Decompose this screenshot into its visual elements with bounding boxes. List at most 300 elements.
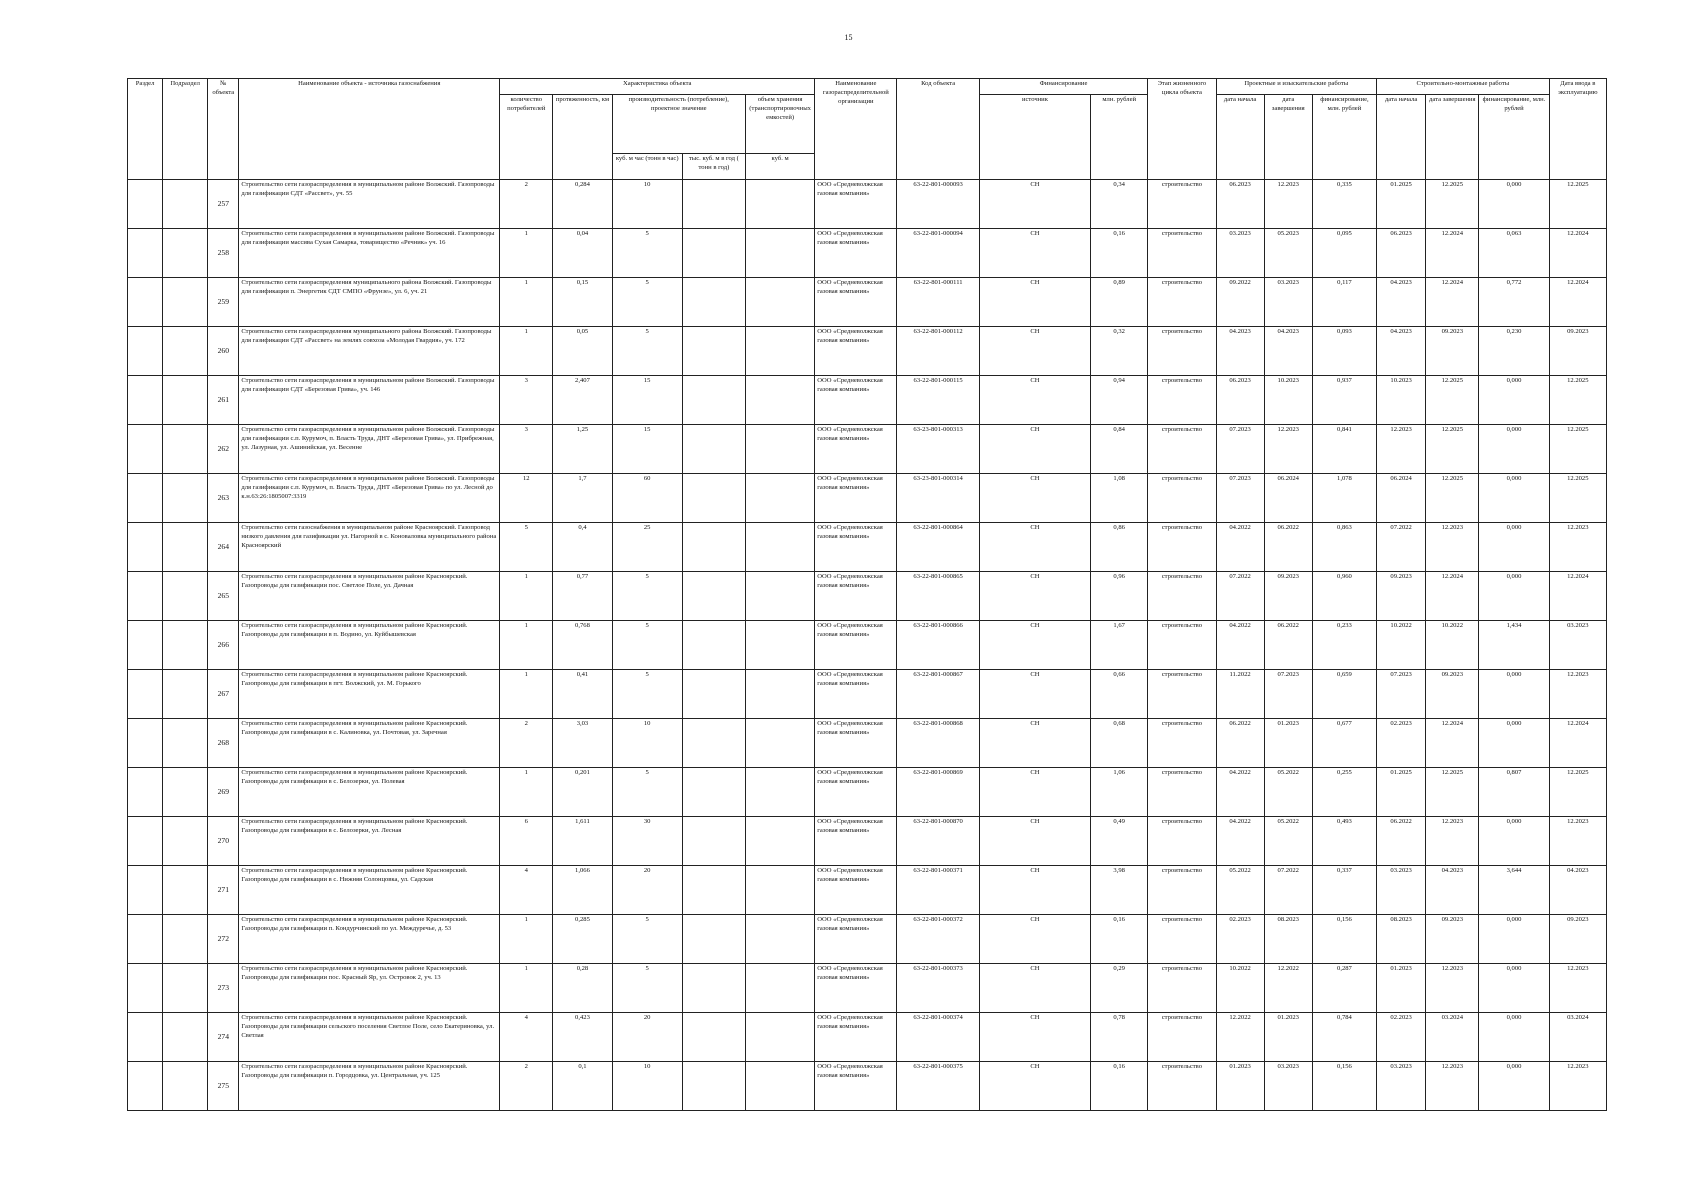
cell-design-fin: 0,337	[1312, 866, 1376, 915]
table-body	[128, 180, 1607, 1111]
table-row	[128, 719, 1607, 768]
cell-cap-year	[682, 915, 745, 964]
cell-fin-source: СН	[979, 670, 1090, 719]
cell-cap-year	[682, 474, 745, 523]
cell-num: 260	[208, 327, 239, 376]
cell-consumers: 1	[500, 768, 553, 817]
cell-constr-fin: 0,000	[1479, 474, 1549, 523]
cell-cap-year	[682, 670, 745, 719]
cell-design-start: 02.2023	[1216, 915, 1264, 964]
cell-cap-hour: 5	[612, 768, 682, 817]
cell-constr-start: 01.2025	[1377, 180, 1426, 229]
cell-design-fin: 0,156	[1312, 1062, 1376, 1111]
cell-design-start: 04.2023	[1216, 327, 1264, 376]
cell-code: 63-22-801-000373	[897, 964, 979, 1013]
cell-constr-end: 12.2023	[1426, 817, 1479, 866]
header-constr-end: дата завершения	[1426, 95, 1479, 180]
cell-storage	[746, 964, 815, 1013]
cell-cap-hour: 20	[612, 1013, 682, 1062]
cell-fin-source: СН	[979, 229, 1090, 278]
cell-cap-hour: 60	[612, 474, 682, 523]
cell-cap-hour: 10	[612, 180, 682, 229]
cell-stage: строительство	[1148, 1062, 1216, 1111]
table-row	[128, 670, 1607, 719]
cell-org: ООО «Средневолжская газовая компания»	[815, 964, 897, 1013]
cell-commission: 12.2025	[1549, 425, 1606, 474]
cell-fin-source: СН	[979, 278, 1090, 327]
cell-constr-fin: 0,000	[1479, 719, 1549, 768]
cell-razdel	[128, 719, 163, 768]
cell-code: 63-22-801-000869	[897, 768, 979, 817]
cell-podrazdel	[163, 670, 208, 719]
cell-consumers: 3	[500, 376, 553, 425]
cell-org: ООО «Средневолжская газовая компания»	[815, 621, 897, 670]
cell-storage	[746, 915, 815, 964]
cell-length: 1,7	[553, 474, 612, 523]
cell-num: 269	[208, 768, 239, 817]
cell-constr-end: 12.2024	[1426, 719, 1479, 768]
cell-org: ООО «Средневолжская газовая компания»	[815, 523, 897, 572]
cell-storage	[746, 180, 815, 229]
cell-razdel	[128, 817, 163, 866]
cell-commission: 04.2023	[1549, 866, 1606, 915]
cell-constr-fin: 0,000	[1479, 1062, 1549, 1111]
cell-name: Строительство сети газораспределения в муниципальном районе Красноярский. Газопроводы для газификации в п. Водино, ул. Куйбышевская	[239, 621, 500, 670]
cell-fin-amount: 0,94	[1091, 376, 1148, 425]
cell-constr-start: 09.2023	[1377, 572, 1426, 621]
cell-design-end: 08.2023	[1264, 915, 1312, 964]
cell-design-start: 09.2022	[1216, 278, 1264, 327]
cell-design-start: 12.2022	[1216, 1013, 1264, 1062]
cell-storage	[746, 572, 815, 621]
cell-constr-start: 02.2023	[1377, 719, 1426, 768]
cell-podrazdel	[163, 817, 208, 866]
cell-constr-end: 12.2025	[1426, 425, 1479, 474]
cell-storage	[746, 376, 815, 425]
cell-fin-source: СН	[979, 621, 1090, 670]
header-name: Наименование объекта - источника газоснабжения	[239, 79, 500, 180]
cell-constr-fin: 3,644	[1479, 866, 1549, 915]
cell-design-end: 01.2023	[1264, 719, 1312, 768]
cell-storage	[746, 768, 815, 817]
cell-design-fin: 0,960	[1312, 572, 1376, 621]
table-row	[128, 768, 1607, 817]
cell-cap-year	[682, 964, 745, 1013]
cell-design-fin: 1,078	[1312, 474, 1376, 523]
header-fin-source: источник	[979, 95, 1090, 180]
cell-stage: строительство	[1148, 1013, 1216, 1062]
cell-razdel	[128, 915, 163, 964]
cell-razdel	[128, 376, 163, 425]
cell-cap-year	[682, 817, 745, 866]
cell-design-fin: 0,863	[1312, 523, 1376, 572]
header-design: Проектные и изыскательские работы	[1216, 79, 1377, 95]
cell-podrazdel	[163, 572, 208, 621]
cell-commission: 12.2025	[1549, 180, 1606, 229]
cell-design-start: 06.2023	[1216, 180, 1264, 229]
cell-constr-start: 06.2023	[1377, 229, 1426, 278]
cell-commission: 12.2024	[1549, 719, 1606, 768]
cell-name: Строительство сети газораспределения в муниципальном районе Волжский. Газопроводы для газификации с.п. Курумоч, п. Власть Труда, ДНТ «Березовая Грива», ул. Прибрежная, ул. Лазурная, ул. Ашинийская, ул. Весенне	[239, 425, 500, 474]
cell-constr-start: 06.2022	[1377, 817, 1426, 866]
cell-fin-amount: 0,66	[1091, 670, 1148, 719]
cell-name: Строительство сети газораспределения в муниципальном районе Красноярский. Газопроводы для газификации пос. Красный Яр, ул. Островок 2, уч. 13	[239, 964, 500, 1013]
cell-num: 258	[208, 229, 239, 278]
cell-org: ООО «Средневолжская газовая компания»	[815, 474, 897, 523]
cell-razdel	[128, 425, 163, 474]
cell-constr-start: 07.2023	[1377, 670, 1426, 719]
cell-code: 63-22-801-000868	[897, 719, 979, 768]
cell-consumers: 1	[500, 964, 553, 1013]
cell-consumers: 1	[500, 915, 553, 964]
cell-org: ООО «Средневолжская газовая компания»	[815, 278, 897, 327]
cell-cap-hour: 5	[612, 278, 682, 327]
cell-consumers: 4	[500, 866, 553, 915]
cell-consumers: 1	[500, 278, 553, 327]
cell-consumers: 2	[500, 180, 553, 229]
cell-storage	[746, 1062, 815, 1111]
cell-constr-fin: 0,000	[1479, 425, 1549, 474]
cell-fin-source: СН	[979, 1062, 1090, 1111]
cell-org: ООО «Средневолжская газовая компания»	[815, 327, 897, 376]
cell-fin-amount: 3,98	[1091, 866, 1148, 915]
cell-name: Строительство сети газораспределения в муниципальном районе Волжский. Газопроводы для газификации с.п. Курумоч, п. Власть Труда, ДНТ «Березовая Грива» по ул. Лесной до к.н.63:26:1805007:3319	[239, 474, 500, 523]
cell-podrazdel	[163, 474, 208, 523]
cell-code: 63-22-801-000111	[897, 278, 979, 327]
cell-code: 63-23-801-000314	[897, 474, 979, 523]
cell-stage: строительство	[1148, 621, 1216, 670]
cell-num: 263	[208, 474, 239, 523]
cell-num: 268	[208, 719, 239, 768]
header-razdel: Раздел	[128, 79, 163, 180]
cell-length: 0,41	[553, 670, 612, 719]
cell-num: 266	[208, 621, 239, 670]
header-consumers: количество потребителей	[500, 95, 553, 180]
cell-constr-end: 12.2023	[1426, 523, 1479, 572]
cell-podrazdel	[163, 866, 208, 915]
cell-cap-hour: 5	[612, 229, 682, 278]
cell-stage: строительство	[1148, 327, 1216, 376]
header-capacity: производительность (потребление), проектное значение	[612, 95, 745, 154]
cell-fin-source: СН	[979, 474, 1090, 523]
header-org: Наименование газораспределительной организации	[815, 79, 897, 180]
cell-fin-source: СН	[979, 817, 1090, 866]
cell-code: 63-22-801-000115	[897, 376, 979, 425]
cell-cap-hour: 10	[612, 1062, 682, 1111]
cell-constr-end: 10.2022	[1426, 621, 1479, 670]
cell-razdel	[128, 229, 163, 278]
cell-org: ООО «Средневолжская газовая компания»	[815, 572, 897, 621]
cell-commission: 12.2024	[1549, 229, 1606, 278]
cell-fin-source: СН	[979, 180, 1090, 229]
header-characteristics: Характеристика объекта	[500, 79, 815, 95]
cell-consumers: 4	[500, 1013, 553, 1062]
cell-razdel	[128, 866, 163, 915]
cell-storage	[746, 621, 815, 670]
cell-name: Строительство сети газораспределения в муниципальном районе Волжский. Газопроводы для газификации массива Сухая Самарка, товарищество «Речник» уч. 16	[239, 229, 500, 278]
cell-stage: строительство	[1148, 229, 1216, 278]
cell-podrazdel	[163, 915, 208, 964]
header-design-end: дата завершения	[1264, 95, 1312, 180]
cell-constr-start: 01.2023	[1377, 964, 1426, 1013]
cell-design-end: 12.2023	[1264, 180, 1312, 229]
cell-stage: строительство	[1148, 572, 1216, 621]
cell-stage: строительство	[1148, 180, 1216, 229]
table-header	[128, 79, 1607, 180]
cell-podrazdel	[163, 180, 208, 229]
cell-org: ООО «Средневолжская газовая компания»	[815, 1013, 897, 1062]
cell-constr-fin: 0,000	[1479, 523, 1549, 572]
cell-design-start: 10.2022	[1216, 964, 1264, 1013]
cell-design-fin: 0,677	[1312, 719, 1376, 768]
cell-design-end: 03.2023	[1264, 1062, 1312, 1111]
cell-name: Строительство сети газораспределения в муниципальном районе Красноярский. Газопроводы для газификации в с. Калиновка, ул. Почтовая, ул. Заречная	[239, 719, 500, 768]
header-storage-unit: куб. м	[746, 154, 815, 180]
cell-code: 63-22-801-000866	[897, 621, 979, 670]
cell-cap-year	[682, 866, 745, 915]
header-cap-year: тыс. куб. м в год ( тонн в год)	[682, 154, 745, 180]
cell-consumers: 3	[500, 425, 553, 474]
cell-constr-fin: 0,000	[1479, 964, 1549, 1013]
cell-podrazdel	[163, 719, 208, 768]
cell-constr-fin: 0,000	[1479, 1013, 1549, 1062]
header-podrazdel: Подраздел	[163, 79, 208, 180]
cell-cap-year	[682, 425, 745, 474]
cell-fin-amount: 0,78	[1091, 1013, 1148, 1062]
cell-fin-amount: 0,16	[1091, 229, 1148, 278]
cell-commission: 12.2023	[1549, 670, 1606, 719]
cell-code: 63-22-801-000864	[897, 523, 979, 572]
cell-storage	[746, 866, 815, 915]
cell-cap-year	[682, 327, 745, 376]
cell-cap-hour: 5	[612, 915, 682, 964]
cell-length: 0,28	[553, 964, 612, 1013]
cell-cap-hour: 15	[612, 425, 682, 474]
cell-code: 63-22-801-000093	[897, 180, 979, 229]
cell-length: 0,05	[553, 327, 612, 376]
cell-org: ООО «Средневолжская газовая компания»	[815, 866, 897, 915]
cell-fin-source: СН	[979, 964, 1090, 1013]
cell-code: 63-23-801-000313	[897, 425, 979, 474]
cell-commission: 09.2023	[1549, 327, 1606, 376]
cell-constr-start: 07.2022	[1377, 523, 1426, 572]
cell-design-start: 03.2023	[1216, 229, 1264, 278]
cell-razdel	[128, 278, 163, 327]
cell-length: 0,15	[553, 278, 612, 327]
cell-fin-amount: 1,08	[1091, 474, 1148, 523]
cell-constr-start: 03.2023	[1377, 866, 1426, 915]
cell-cap-year	[682, 768, 745, 817]
cell-podrazdel	[163, 1013, 208, 1062]
cell-design-start: 04.2022	[1216, 621, 1264, 670]
cell-constr-end: 12.2024	[1426, 572, 1479, 621]
cell-razdel	[128, 768, 163, 817]
cell-constr-start: 10.2023	[1377, 376, 1426, 425]
cell-razdel	[128, 670, 163, 719]
cell-constr-end: 12.2025	[1426, 180, 1479, 229]
cell-constr-end: 12.2024	[1426, 229, 1479, 278]
cell-cap-hour: 5	[612, 572, 682, 621]
cell-podrazdel	[163, 376, 208, 425]
cell-design-fin: 0,937	[1312, 376, 1376, 425]
cell-design-fin: 0,784	[1312, 1013, 1376, 1062]
cell-num: 267	[208, 670, 239, 719]
cell-podrazdel	[163, 964, 208, 1013]
cell-org: ООО «Средневолжская газовая компания»	[815, 229, 897, 278]
cell-commission: 12.2024	[1549, 572, 1606, 621]
cell-org: ООО «Средневолжская газовая компания»	[815, 670, 897, 719]
cell-constr-start: 08.2023	[1377, 915, 1426, 964]
cell-consumers: 1	[500, 572, 553, 621]
cell-design-end: 10.2023	[1264, 376, 1312, 425]
cell-constr-end: 09.2023	[1426, 327, 1479, 376]
cell-commission: 12.2023	[1549, 817, 1606, 866]
cell-name: Строительство сети газораспределения в муниципальном районе Волжский. Газопроводы для газификации СДТ «Рассвет», уч. 55	[239, 180, 500, 229]
cell-num: 272	[208, 915, 239, 964]
cell-cap-year	[682, 278, 745, 327]
cell-num: 274	[208, 1013, 239, 1062]
header-stage: Этап жизненного цикла объекта	[1148, 79, 1216, 180]
cell-storage	[746, 670, 815, 719]
cell-storage	[746, 425, 815, 474]
cell-stage: строительство	[1148, 915, 1216, 964]
cell-razdel	[128, 474, 163, 523]
cell-name: Строительство сети газораспределения в муниципальном районе Волжский. Газопроводы для газификации СДТ «Березовая Грива», уч. 146	[239, 376, 500, 425]
cell-design-start: 07.2022	[1216, 572, 1264, 621]
cell-design-fin: 0,335	[1312, 180, 1376, 229]
cell-length: 0,4	[553, 523, 612, 572]
cell-fin-amount: 0,29	[1091, 964, 1148, 1013]
cell-design-start: 05.2022	[1216, 866, 1264, 915]
cell-code: 63-22-801-000112	[897, 327, 979, 376]
cell-design-end: 05.2022	[1264, 768, 1312, 817]
cell-constr-start: 03.2023	[1377, 1062, 1426, 1111]
header-commission: Дата ввода в эксплуатацию	[1549, 79, 1606, 180]
cell-constr-end: 12.2024	[1426, 278, 1479, 327]
cell-razdel	[128, 180, 163, 229]
cell-org: ООО «Средневолжская газовая компания»	[815, 376, 897, 425]
cell-cap-hour: 25	[612, 523, 682, 572]
table-row	[128, 278, 1607, 327]
cell-length: 0,768	[553, 621, 612, 670]
header-length: протяженность, км	[553, 95, 612, 180]
cell-fin-source: СН	[979, 376, 1090, 425]
table-row	[128, 866, 1607, 915]
cell-design-fin: 0,287	[1312, 964, 1376, 1013]
cell-constr-fin: 0,807	[1479, 768, 1549, 817]
cell-design-end: 05.2022	[1264, 817, 1312, 866]
cell-org: ООО «Средневолжская газовая компания»	[815, 425, 897, 474]
cell-org: ООО «Средневолжская газовая компания»	[815, 817, 897, 866]
cell-name: Строительство сети газораспределения в муниципальном районе Красноярский. Газопроводы для газификации в пгт. Волжский, ул. М. Горького	[239, 670, 500, 719]
cell-cap-year	[682, 229, 745, 278]
cell-constr-fin: 0,000	[1479, 180, 1549, 229]
header-constr-fin: финансирование, млн. рублей	[1479, 95, 1549, 180]
cell-length: 0,04	[553, 229, 612, 278]
cell-design-start: 07.2023	[1216, 425, 1264, 474]
cell-cap-hour: 5	[612, 327, 682, 376]
table-row	[128, 474, 1607, 523]
cell-fin-source: СН	[979, 719, 1090, 768]
cell-stage: строительство	[1148, 866, 1216, 915]
cell-cap-year	[682, 180, 745, 229]
header-constr: Строительно-монтажные работы	[1377, 79, 1550, 95]
cell-design-end: 07.2023	[1264, 670, 1312, 719]
page-number: 15	[844, 33, 853, 42]
cell-commission: 03.2023	[1549, 621, 1606, 670]
cell-constr-start: 02.2023	[1377, 1013, 1426, 1062]
cell-cap-year	[682, 1062, 745, 1111]
cell-constr-end: 12.2025	[1426, 768, 1479, 817]
cell-design-fin: 0,493	[1312, 817, 1376, 866]
table-row	[128, 327, 1607, 376]
cell-constr-start: 01.2025	[1377, 768, 1426, 817]
cell-design-start: 06.2023	[1216, 376, 1264, 425]
cell-podrazdel	[163, 278, 208, 327]
cell-design-end: 05.2023	[1264, 229, 1312, 278]
cell-design-start: 01.2023	[1216, 1062, 1264, 1111]
cell-design-fin: 0,255	[1312, 768, 1376, 817]
cell-org: ООО «Средневолжская газовая компания»	[815, 768, 897, 817]
table-row	[128, 425, 1607, 474]
gas-objects-table	[127, 78, 1607, 1111]
cell-constr-end: 12.2023	[1426, 964, 1479, 1013]
cell-cap-year	[682, 376, 745, 425]
cell-razdel	[128, 1062, 163, 1111]
cell-design-fin: 0,233	[1312, 621, 1376, 670]
cell-commission: 03.2024	[1549, 1013, 1606, 1062]
table-row	[128, 964, 1607, 1013]
cell-constr-end: 03.2024	[1426, 1013, 1479, 1062]
cell-razdel	[128, 523, 163, 572]
cell-consumers: 12	[500, 474, 553, 523]
cell-podrazdel	[163, 425, 208, 474]
cell-constr-start: 06.2024	[1377, 474, 1426, 523]
table-row	[128, 1013, 1607, 1062]
cell-storage	[746, 817, 815, 866]
cell-design-end: 03.2023	[1264, 278, 1312, 327]
table-row	[128, 572, 1607, 621]
cell-design-fin: 0,156	[1312, 915, 1376, 964]
cell-name: Строительство сети газораспределения в муниципальном районе Красноярский. Газопроводы для газификации в с. Нижняя Солонцовка, ул. Садская	[239, 866, 500, 915]
cell-design-start: 07.2023	[1216, 474, 1264, 523]
cell-length: 0,77	[553, 572, 612, 621]
cell-cap-hour: 30	[612, 817, 682, 866]
cell-length: 2,407	[553, 376, 612, 425]
cell-design-fin: 0,841	[1312, 425, 1376, 474]
cell-razdel	[128, 1013, 163, 1062]
header-code: Код объекта	[897, 79, 979, 180]
cell-constr-start: 04.2023	[1377, 278, 1426, 327]
cell-design-start: 04.2022	[1216, 523, 1264, 572]
cell-razdel	[128, 621, 163, 670]
header-fin-amount: млн. рублей	[1091, 95, 1148, 180]
cell-stage: строительство	[1148, 817, 1216, 866]
cell-num: 275	[208, 1062, 239, 1111]
cell-cap-hour: 15	[612, 376, 682, 425]
cell-fin-source: СН	[979, 572, 1090, 621]
cell-stage: строительство	[1148, 278, 1216, 327]
cell-constr-fin: 0,772	[1479, 278, 1549, 327]
cell-length: 1,611	[553, 817, 612, 866]
cell-consumers: 2	[500, 719, 553, 768]
cell-org: ООО «Средневолжская газовая компания»	[815, 1062, 897, 1111]
cell-cap-year	[682, 1013, 745, 1062]
cell-num: 271	[208, 866, 239, 915]
cell-cap-hour: 5	[612, 670, 682, 719]
cell-constr-end: 12.2025	[1426, 376, 1479, 425]
cell-design-end: 06.2022	[1264, 523, 1312, 572]
